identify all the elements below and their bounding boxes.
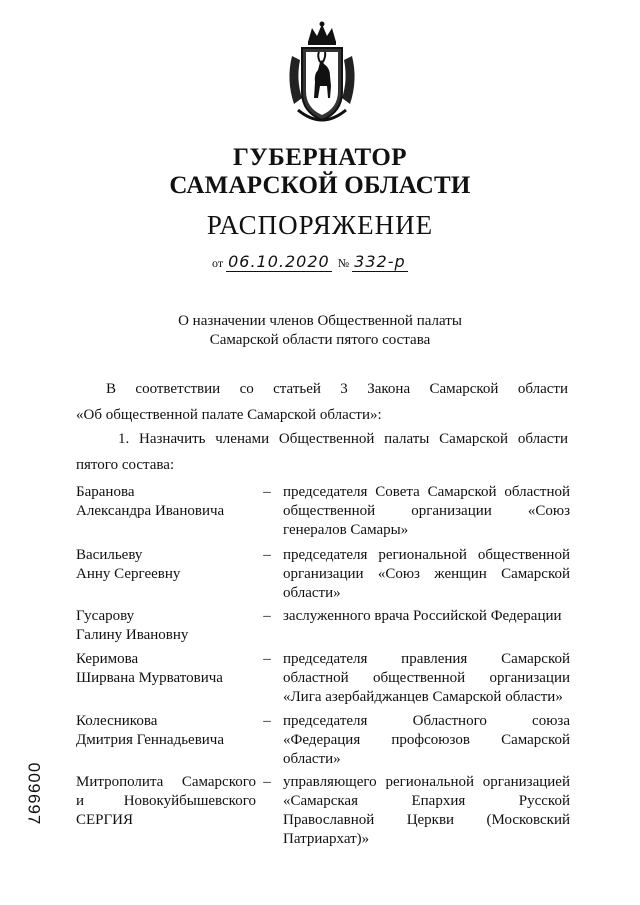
date-number-line [212, 252, 408, 272]
clause-1-paragraph [76, 426, 568, 478]
date-prefix: от [212, 256, 224, 270]
member-name-line: Керимова [76, 651, 139, 667]
member-name [76, 546, 256, 584]
member-name [76, 650, 256, 688]
member-desc-line: управляющего региональной организацией [283, 774, 570, 790]
preamble-line2: «Об общественной палате Самарской области»: [76, 407, 382, 423]
number-prefix: № [337, 256, 350, 270]
member-name [76, 773, 256, 830]
member-desc-line: Патриархат)» [283, 831, 370, 847]
member-name-line: Дмитрия Геннадьевича [76, 732, 225, 748]
member-name-line: Анну Сергеевну [76, 566, 181, 582]
member-description [283, 546, 570, 603]
member-desc-line: «Федерация профсоюзов Самарской [283, 732, 570, 748]
issuer-title-line1: ГУБЕРНАТОР [232, 144, 408, 171]
member-dash: – [263, 651, 271, 667]
member-description [283, 483, 570, 540]
side-registration-number [22, 760, 52, 830]
member-dash: – [263, 608, 271, 624]
document-subject [0, 312, 640, 350]
clause-1-line1: 1. Назначить членами Общественной палаты Самарской области [118, 431, 568, 447]
member-dash: – [263, 547, 271, 563]
member-name-line: Ширвана Мурватовича [76, 670, 223, 686]
document-date: 06.10.2020 [228, 252, 330, 271]
member-desc-line: организации «Союз женщин Самарской [283, 566, 570, 582]
preamble-line1: В соответствии со статьей 3 Закона Самарской области [106, 381, 568, 397]
subject-line1: О назначении членов Общественной палаты [178, 313, 462, 329]
member-dash: – [263, 713, 271, 729]
document-number: 332-р [354, 252, 406, 271]
member-name-line: Галину Ивановну [76, 627, 189, 643]
member-desc-line: генералов Самары» [283, 522, 409, 538]
member-description [283, 607, 570, 626]
member-desc-line: заслуженного врача Российской Федерации [283, 608, 562, 624]
member-desc-line: председателя правления Самарской [283, 651, 570, 667]
clause-1-line2: пятого состава: [76, 457, 175, 473]
member-name [76, 712, 256, 750]
side-code-text: 009697 [24, 762, 44, 826]
member-name [76, 607, 256, 645]
member-name-line: и Новокуйбышевского [76, 793, 256, 809]
member-desc-line: областной общественной организации [283, 670, 570, 686]
member-name-line: СЕРГИЯ [76, 812, 134, 828]
member-description [283, 650, 570, 707]
member-name-line: Александра Ивановича [76, 503, 225, 519]
member-desc-line: председателя Совета Самарской областной [283, 484, 570, 500]
member-desc-line: общественной организации «Союз [283, 503, 570, 519]
member-description [283, 712, 570, 769]
member-desc-line: «Лига азербайджанцев Самарской области» [283, 689, 563, 705]
member-dash: – [263, 774, 271, 790]
member-desc-line: «Самарская Епархия Русской [283, 793, 570, 809]
member-desc-line: председателя региональной общественной [283, 547, 570, 563]
member-desc-line: Православной Церкви (Московский [283, 812, 570, 828]
member-desc-line: области» [283, 751, 341, 767]
member-name-line: Колесникова [76, 713, 158, 729]
member-desc-line: председателя Областного союза [283, 713, 570, 729]
coat-of-arms-emblem [284, 20, 360, 128]
member-name-line: Гусарову [76, 608, 135, 624]
member-name [76, 483, 256, 521]
member-name-line: Васильеву [76, 547, 143, 563]
issuer-title-line2: САМАРСКОЙ ОБЛАСТИ [169, 172, 471, 199]
document-type-heading: РАСПОРЯЖЕНИЕ [206, 210, 434, 240]
member-name-line: Баранова [76, 484, 135, 500]
member-name-line: Митрополита Самарского [76, 774, 256, 790]
subject-line2: Самарской области пятого состава [209, 332, 431, 348]
member-dash: – [263, 484, 271, 500]
member-desc-line: области» [283, 585, 341, 601]
member-description [283, 773, 570, 849]
preamble-paragraph [76, 376, 568, 428]
